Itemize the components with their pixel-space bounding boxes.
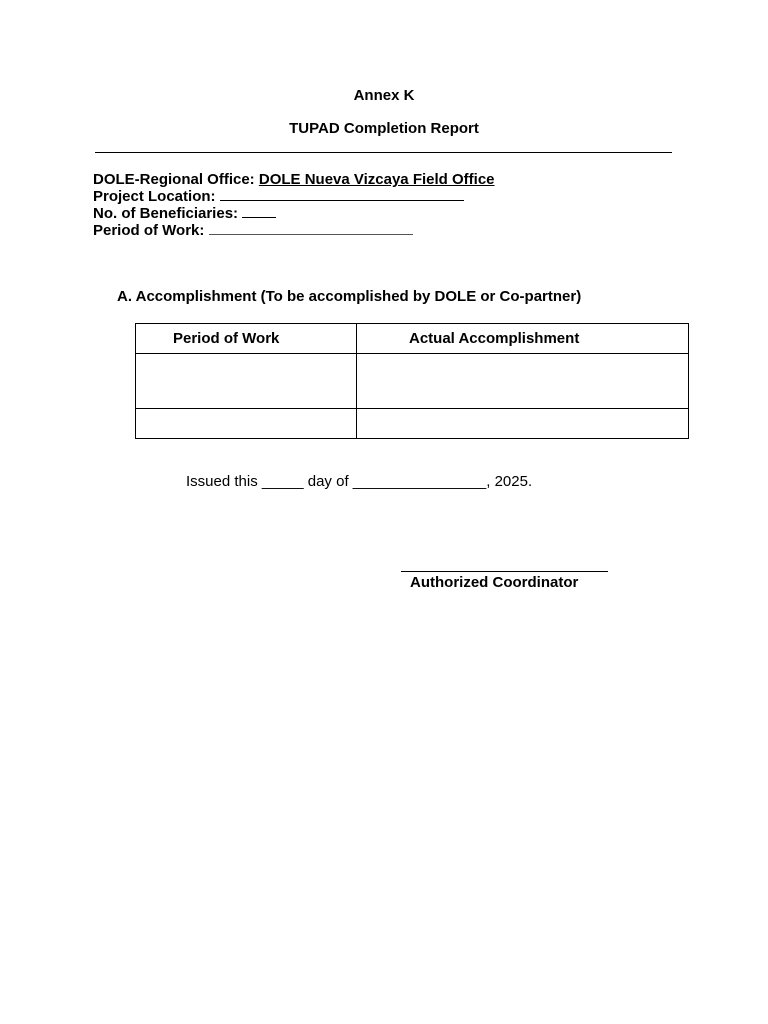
col-actual-accomplishment: Actual Accomplishment: [357, 324, 689, 354]
accomplishment-table: [135, 323, 689, 439]
page-title: TUPAD Completion Report: [289, 120, 479, 137]
table-cell: [136, 409, 357, 439]
col-period-of-work: Period of Work: [136, 324, 357, 354]
table-row: [136, 409, 689, 439]
signature-caption: Authorized Coordinator: [410, 574, 579, 591]
header-divider: [95, 152, 672, 153]
period-blank: [209, 222, 413, 235]
table-header-row: [136, 324, 689, 354]
table-row: [136, 354, 689, 409]
period-row: [93, 222, 413, 239]
location-blank: [220, 188, 464, 201]
office-row: [93, 171, 495, 188]
beneficiaries-blank: [242, 205, 276, 218]
table-cell: [136, 354, 357, 409]
location-row: [93, 188, 464, 205]
beneficiaries-label: No. of Beneficiaries:: [93, 205, 239, 222]
annex-label: Annex K: [353, 87, 415, 104]
period-label: Period of Work:: [93, 222, 205, 239]
table-cell: [357, 409, 689, 439]
beneficiaries-row: [93, 205, 276, 222]
table-cell: [357, 354, 689, 409]
signature-line: [401, 571, 608, 572]
office-label: DOLE-Regional Office:: [93, 171, 255, 188]
issued-statement: Issued this _____ day of ________________, 2025.: [186, 473, 533, 490]
location-label: Project Location:: [93, 188, 216, 205]
section-a-heading: A. Accomplishment (To be accomplished by DOLE or Co-partner): [117, 288, 582, 305]
office-value: DOLE Nueva Vizcaya Field Office: [258, 171, 495, 188]
